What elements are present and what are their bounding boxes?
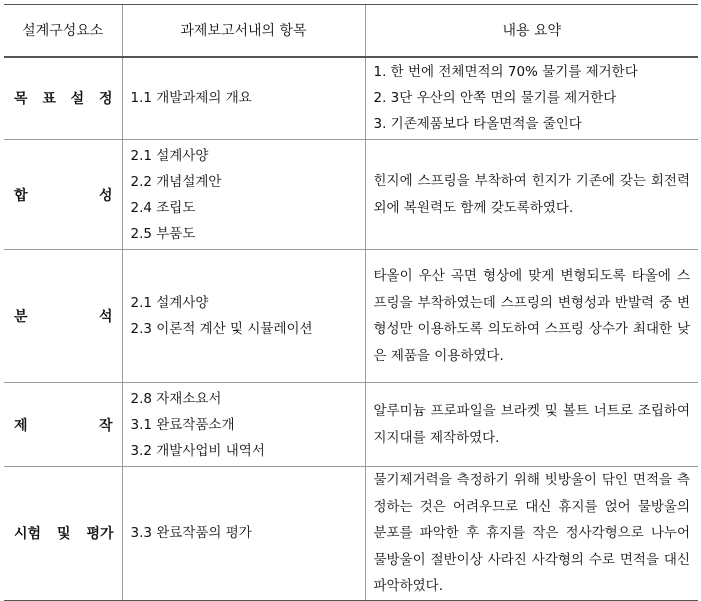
summary-text: 물기제거력을 측정하기 위해 빗방울이 닦인 면적을 측정하는 것은 어려우므로 대신 휴지를 얹어 물방울의 분포를 파악한 후 휴지를 작은 정사각형으로 나누어 물방울이 절반이상 사라진 사각형의 수로 면적을 대신 파악하였다. — [373, 472, 690, 594]
item: 2.5 부품도 — [130, 225, 196, 242]
summary-testing — [365, 467, 698, 601]
summary-goal — [365, 57, 698, 140]
items-synthesis — [122, 140, 365, 250]
table-row-testing — [4, 467, 698, 601]
component-goal: 목 표 설 정 — [4, 57, 122, 140]
table-row-goal — [4, 57, 698, 140]
component-analysis: 분 석 — [4, 250, 122, 383]
header-summary: 내용 요약 — [365, 5, 698, 57]
header-report-items: 과제보고서내의 항목 — [122, 5, 365, 57]
item: 3.3 완료작품의 평가 — [130, 525, 252, 542]
header-design-component: 설계구성요소 — [4, 5, 122, 57]
component-synthesis: 합 성 — [4, 140, 122, 250]
item: 2.1 설계사양 — [130, 147, 209, 164]
item: 2.2 개념설계안 — [130, 173, 222, 190]
summary-fabrication — [365, 383, 698, 467]
item: 2.3 이론적 계산 및 시뮬레이션 — [130, 321, 313, 337]
item: 2.8 자재소요서 — [130, 390, 222, 407]
table-header-row — [4, 5, 698, 57]
summary-text: 타올이 우산 곡면 형상에 맞게 변형되도록 타올에 스프링을 부착하였는데 스프링의 변형성과 반발력 중 변형성만 이용하도록 의도하여 스프링 상수가 최대한 낮은 제품을 이용하였다. — [373, 268, 690, 364]
component-fabrication: 제 작 — [4, 383, 122, 467]
summary-analysis — [365, 250, 698, 383]
table-row-fabrication — [4, 383, 698, 467]
items-testing — [122, 467, 365, 601]
summary-line: 2. 3단 우산의 안쪽 면의 물기를 제거한다 — [373, 90, 617, 107]
table-row-synthesis — [4, 140, 698, 250]
summary-text: 알루미늄 프로파일을 브라켓 및 볼트 너트로 조립하여 지지대를 제작하였다. — [373, 403, 690, 446]
items-goal — [122, 57, 365, 140]
item: 2.4 조립도 — [130, 199, 196, 216]
item: 3.1 완료작품소개 — [130, 416, 235, 433]
summary-text: 힌지에 스프링을 부착하여 힌지가 기존에 갖는 회전력 외에 복원력도 함께 갖도록하였다. — [373, 173, 690, 216]
item: 1.1 개발과제의 개요 — [130, 90, 252, 107]
summary-synthesis — [365, 140, 698, 250]
item: 3.2 개발사업비 내역서 — [130, 442, 265, 459]
summary-line: 1. 한 번에 전체면적의 70% 물기를 제거한다 — [373, 64, 638, 81]
item: 2.1 설계사양 — [130, 295, 209, 311]
design-component-table-container — [4, 4, 698, 601]
table-row-analysis — [4, 250, 698, 383]
summary-line: 3. 기존제품보다 타올면적을 줄인다 — [373, 116, 582, 133]
component-testing: 시험 및 평가 — [4, 467, 122, 601]
items-fabrication — [122, 383, 365, 467]
design-component-table — [4, 4, 698, 601]
items-analysis — [122, 250, 365, 383]
